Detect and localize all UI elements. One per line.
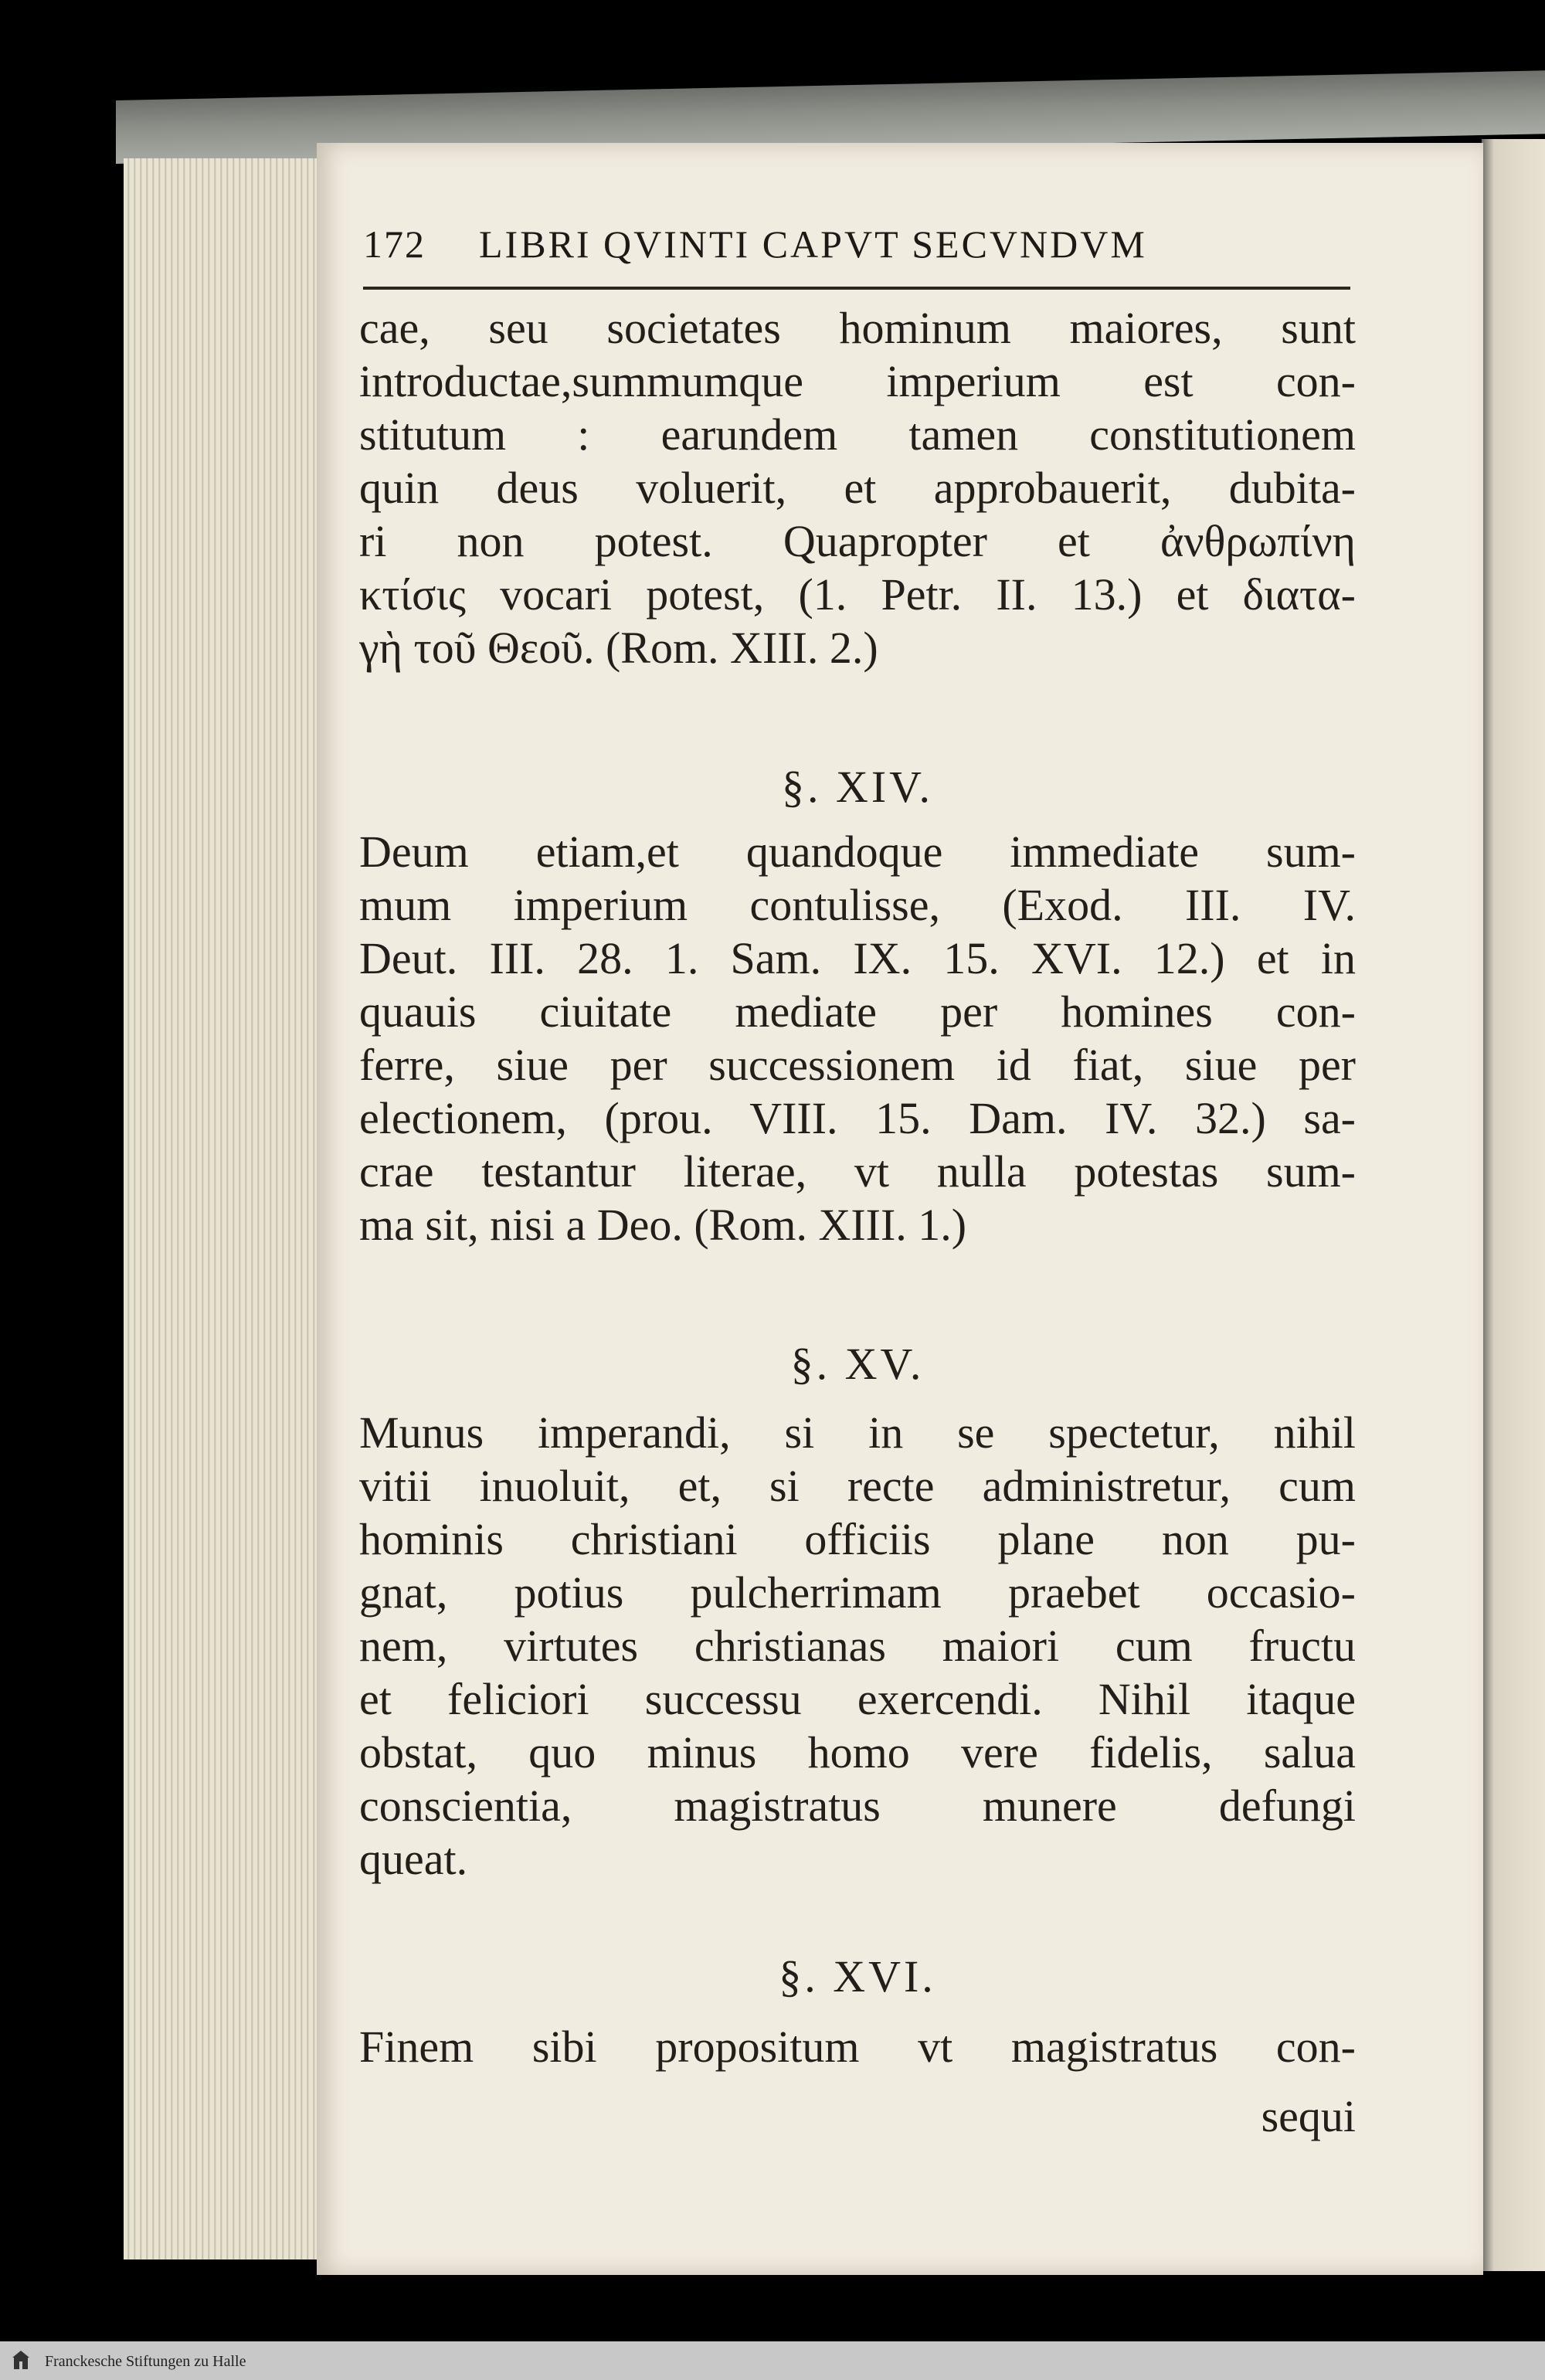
text-line: cae, seu societates hominum maiores, sunt xyxy=(359,303,1356,353)
header-rule xyxy=(363,287,1350,290)
text-line: introductae,summumque imperium est con- xyxy=(359,356,1356,406)
facing-page-edge xyxy=(1482,139,1545,2271)
section-heading-xv: §. XV. xyxy=(790,1339,925,1389)
paragraph-3 xyxy=(359,1406,1356,1886)
text-line: κτίσις vocari potest, (1. Petr. II. 13.) et διατα- xyxy=(359,569,1356,620)
page-edges xyxy=(124,158,326,2259)
text-line: nem, virtutes christianas maiori cum fructu xyxy=(359,1621,1356,1671)
text-line: Deut. III. 28. 1. Sam. IX. 15. XVI. 12.) et in xyxy=(359,933,1356,983)
section-heading-xiv: §. XIV. xyxy=(781,762,934,812)
text-line: et feliciori successu exercendi. Nihil itaque xyxy=(359,1674,1356,1724)
text-line: γὴ τοῦ Θεοῦ. (Rom. XIII. 2.) xyxy=(359,623,878,673)
text-line: queat. xyxy=(359,1834,468,1884)
paragraph-4 xyxy=(359,2020,1356,2073)
section-heading-xvi: §. XVI. xyxy=(779,1951,936,2001)
text-line: ri non potest. Quapropter et ἀνθρωπίνη xyxy=(359,516,1356,566)
text-line: electionem, (prou. VIII. 15. Dam. IV. 32.) sa- xyxy=(359,1093,1356,1143)
institution-logo-icon xyxy=(11,2349,31,2372)
footer-bar xyxy=(0,2341,1545,2380)
text-line: mum imperium contulisse, (Exod. III. IV. xyxy=(359,880,1356,930)
text-line: quin deus voluerit, et approbauerit, dubita- xyxy=(359,463,1356,513)
text-line: stitutum : earundem tamen constitutionem xyxy=(359,409,1356,460)
catchword: sequi xyxy=(1261,2091,1356,2141)
running-head xyxy=(363,222,1367,283)
text-line: hominis christiani officiis plane non pu- xyxy=(359,1514,1356,1564)
text-line: Munus imperandi, si in se spectetur, nihil xyxy=(359,1407,1356,1458)
footer-institution[interactable]: Franckesche Stiftungen zu Halle xyxy=(45,2353,246,2370)
text-line: Finem sibi propositum vt magistratus con- xyxy=(359,2022,1356,2072)
text-line: quauis ciuitate mediate per homines con- xyxy=(359,986,1356,1037)
text-line: conscientia, magistratus munere defungi xyxy=(359,1781,1356,1831)
paragraph-1 xyxy=(359,301,1356,674)
running-title: LIBRI QVINTI CAPVT SECVNDVM xyxy=(479,222,1147,266)
paragraph-2 xyxy=(359,825,1356,1251)
text-line: Deum etiam,et quandoque immediate sum- xyxy=(359,827,1356,877)
text-line: ferre, siue per successionem id fiat, siue per xyxy=(359,1040,1356,1090)
text-line: gnat, potius pulcherrimam praebet occasio- xyxy=(359,1567,1356,1618)
text-line: crae testantur literae, vt nulla potestas sum- xyxy=(359,1146,1356,1197)
page-number: 172 xyxy=(363,222,426,266)
text-line: vitii inuoluit, et, si recte administretur, cum xyxy=(359,1461,1356,1511)
text-line: obstat, quo minus homo vere fidelis, salua xyxy=(359,1727,1356,1777)
text-line: ma sit, nisi a Deo. (Rom. XIII. 1.) xyxy=(359,1200,967,1250)
